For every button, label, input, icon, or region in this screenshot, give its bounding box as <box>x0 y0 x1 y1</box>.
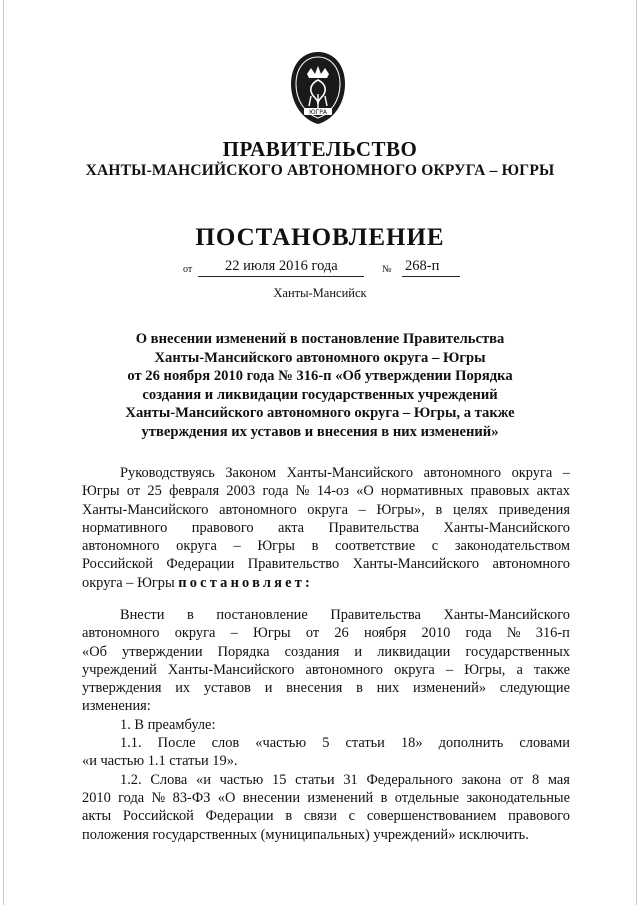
text-line <box>82 482 570 500</box>
word: изменений <box>307 789 374 806</box>
clause-item-1-1 <box>82 734 570 752</box>
word: округа <box>394 661 435 678</box>
word: № <box>151 789 166 806</box>
word: Ханты-Мансийского <box>286 465 414 481</box>
word: автономного <box>82 625 160 642</box>
word: создания <box>284 643 340 660</box>
word: автономного <box>423 465 502 481</box>
document-type: ПОСТАНОВЛЕНИЕ <box>195 224 445 251</box>
title-line: О внесении изменений в постановление Правительства <box>135 331 505 347</box>
word: дополнить <box>438 735 504 752</box>
text-line <box>82 661 570 679</box>
word: 26 <box>334 625 349 642</box>
word: 2010 <box>82 789 111 806</box>
word: уставов <box>203 680 251 697</box>
clause-item-1-2 <box>82 771 570 789</box>
word: 8 <box>531 771 540 788</box>
word: – <box>562 465 570 481</box>
document-title <box>100 330 540 441</box>
word: округа <box>307 501 348 518</box>
word: от <box>126 483 141 500</box>
word: в <box>285 808 293 825</box>
word: округа <box>511 465 553 481</box>
text-line <box>82 606 570 624</box>
word: с <box>348 808 356 825</box>
word: связи <box>303 808 337 825</box>
word: «Об <box>82 643 107 660</box>
scan-edge-right <box>636 0 637 905</box>
text-line: положения государственных (муниципальных) учреждений» исключить. <box>82 826 529 843</box>
word: в <box>380 789 388 806</box>
word: изменений» <box>412 680 487 697</box>
word: ноября <box>363 625 407 642</box>
word: округа <box>174 625 216 642</box>
region-heading: ХАНТЫ-МАНСИЙСКОГО АВТОНОМНОГО ОКРУГА – ЮГРЫ <box>85 162 555 179</box>
word: законодательные <box>466 789 570 806</box>
word: от <box>509 771 524 788</box>
word: Внести <box>120 607 165 623</box>
text-line <box>82 643 570 661</box>
text-line <box>82 679 570 697</box>
word: слов <box>211 735 240 752</box>
word: Российской <box>82 556 153 573</box>
word: года <box>465 625 492 642</box>
word: правовых <box>470 483 530 500</box>
word: – <box>233 538 241 555</box>
word: следующие <box>499 680 570 697</box>
word: законодательством <box>454 538 570 555</box>
word: Федерации <box>166 556 235 573</box>
text-line <box>82 807 570 825</box>
word: правового <box>508 808 570 825</box>
word: в <box>311 538 319 555</box>
word: Федерации <box>205 808 274 825</box>
clauses-paragraph <box>82 606 570 844</box>
decree-word: постановляет: <box>178 574 313 591</box>
word: автономного <box>492 556 570 573</box>
scan-edge-left <box>3 0 4 905</box>
document-number: 268-п <box>405 258 440 274</box>
word: также <box>533 661 570 678</box>
word: утверждения <box>82 680 162 697</box>
word: № <box>295 483 310 500</box>
word: Правительства <box>328 519 420 536</box>
word: целях <box>452 501 489 518</box>
word: После <box>157 735 196 752</box>
title-line: от 26 ноября 2010 года № 316-п «Об утверждении Порядка <box>127 368 513 384</box>
word: № <box>506 625 521 642</box>
word: в <box>187 607 194 623</box>
government-heading: ПРАВИТЕЛЬСТВО <box>222 137 418 161</box>
word: акта <box>278 519 305 536</box>
word: учреждений <box>82 661 157 678</box>
word: в <box>356 680 363 697</box>
word: мая <box>547 771 570 788</box>
word: актах <box>536 483 570 500</box>
word: года <box>118 789 145 806</box>
word: государственных <box>465 643 570 660</box>
word: 1.2. <box>120 771 142 788</box>
word: 83-ФЗ <box>172 789 211 806</box>
word: Ханты-Мансийского <box>82 501 209 518</box>
word: автономного <box>305 661 383 678</box>
word: утверждении <box>122 643 203 660</box>
word: – <box>358 501 366 518</box>
word: Югры <box>257 538 295 555</box>
word: 5 <box>322 735 330 752</box>
word: словами <box>519 735 570 752</box>
word: Законом <box>225 465 277 481</box>
word: Руководствуясь <box>120 465 215 481</box>
word: февраля <box>169 483 220 500</box>
word: «О <box>356 483 374 500</box>
title-line: Ханты-Мансийского автономного округа – Югры, а также <box>125 405 515 421</box>
word: внесении <box>242 789 301 806</box>
word: приведения <box>498 501 570 518</box>
number-underline <box>402 276 460 277</box>
word: статьи <box>295 771 335 788</box>
word: с <box>431 538 439 555</box>
word: Югры», <box>376 501 425 518</box>
word: Югры <box>82 483 120 500</box>
title-line: создания и ликвидации государственных учреждений <box>142 386 498 403</box>
text-line <box>82 501 570 519</box>
date-underline <box>198 276 364 277</box>
word: их <box>175 680 191 697</box>
word: «частью <box>255 735 307 752</box>
word: 31 <box>343 771 358 788</box>
title-line: утверждения их уставов и внесения в них изменений» <box>141 423 499 440</box>
word: округа <box>176 538 217 555</box>
word: внесения <box>286 680 343 697</box>
title-line: Ханты-Мансийского автономного округа – Югры <box>154 349 486 366</box>
word: «О <box>217 789 236 806</box>
word: Правительства <box>330 607 421 623</box>
word: 2010 <box>421 625 451 642</box>
word: автономного <box>219 501 297 518</box>
word: Ханты-Мансийского <box>443 607 570 623</box>
word: автономного <box>82 538 160 555</box>
word: отдельные <box>394 789 460 806</box>
word: Ханты-Мансийского <box>443 519 570 536</box>
word: – <box>230 625 238 642</box>
emblem-icon <box>287 50 349 126</box>
text-line <box>82 789 570 807</box>
word: постановление <box>216 607 308 623</box>
date-prefix: от <box>183 264 193 275</box>
text-line <box>82 519 570 537</box>
text-line <box>82 555 570 573</box>
text-line: изменения: <box>82 698 151 715</box>
word: а <box>516 661 523 678</box>
word: 15 <box>272 771 287 788</box>
preamble-last-text: округа – Югры <box>82 574 175 591</box>
word: года <box>262 483 289 500</box>
date-number-row <box>180 258 480 278</box>
clause-item-1: 1. В преамбуле: <box>120 716 216 733</box>
word: 14-оз <box>316 483 349 500</box>
word: и <box>354 643 363 660</box>
word: совершенствованием <box>366 808 497 825</box>
word: 316-п <box>535 625 570 642</box>
word: соответствие <box>335 538 416 555</box>
word: – <box>445 661 454 678</box>
preamble-paragraph <box>82 464 570 592</box>
text-line <box>82 574 570 592</box>
word: 18» <box>400 735 423 752</box>
word: частью <box>219 771 264 788</box>
word: акты <box>82 808 112 825</box>
coat-of-arms-emblem <box>287 50 349 126</box>
word: Федерального <box>366 771 453 788</box>
word: нормативных <box>381 483 464 500</box>
document-date: 22 июля 2016 года <box>225 258 338 274</box>
word: Порядка <box>217 643 270 660</box>
word: «и <box>196 771 211 788</box>
word: ликвидации <box>377 643 451 660</box>
word: статьи <box>345 735 385 752</box>
clause-item-1-1-cont: «и частью 1.1 статьи 19». <box>82 753 238 770</box>
emblem-label: ЮГРА <box>309 109 327 116</box>
word: от <box>305 625 320 642</box>
word: нормативного <box>82 519 168 536</box>
word: Югры <box>253 625 291 642</box>
word: 1.1. <box>120 735 142 752</box>
word: закона <box>461 771 502 788</box>
text-line <box>82 624 570 642</box>
word: Правительство <box>247 556 340 573</box>
number-prefix: № <box>382 264 392 275</box>
text-line <box>82 464 570 482</box>
word: Югры, <box>464 661 506 678</box>
word: Ханты-Мансийского <box>167 661 295 678</box>
word: Слова <box>150 771 188 788</box>
word: Ханты-Мансийского <box>352 556 480 573</box>
city: Ханты-Мансийск <box>273 286 367 300</box>
word: Российской <box>122 808 194 825</box>
word: в <box>435 501 443 518</box>
text-line <box>82 537 570 555</box>
word: и <box>264 680 273 697</box>
word: них <box>376 680 400 697</box>
word: 2003 <box>226 483 256 500</box>
word: правового <box>191 519 254 536</box>
word: 25 <box>147 483 162 500</box>
